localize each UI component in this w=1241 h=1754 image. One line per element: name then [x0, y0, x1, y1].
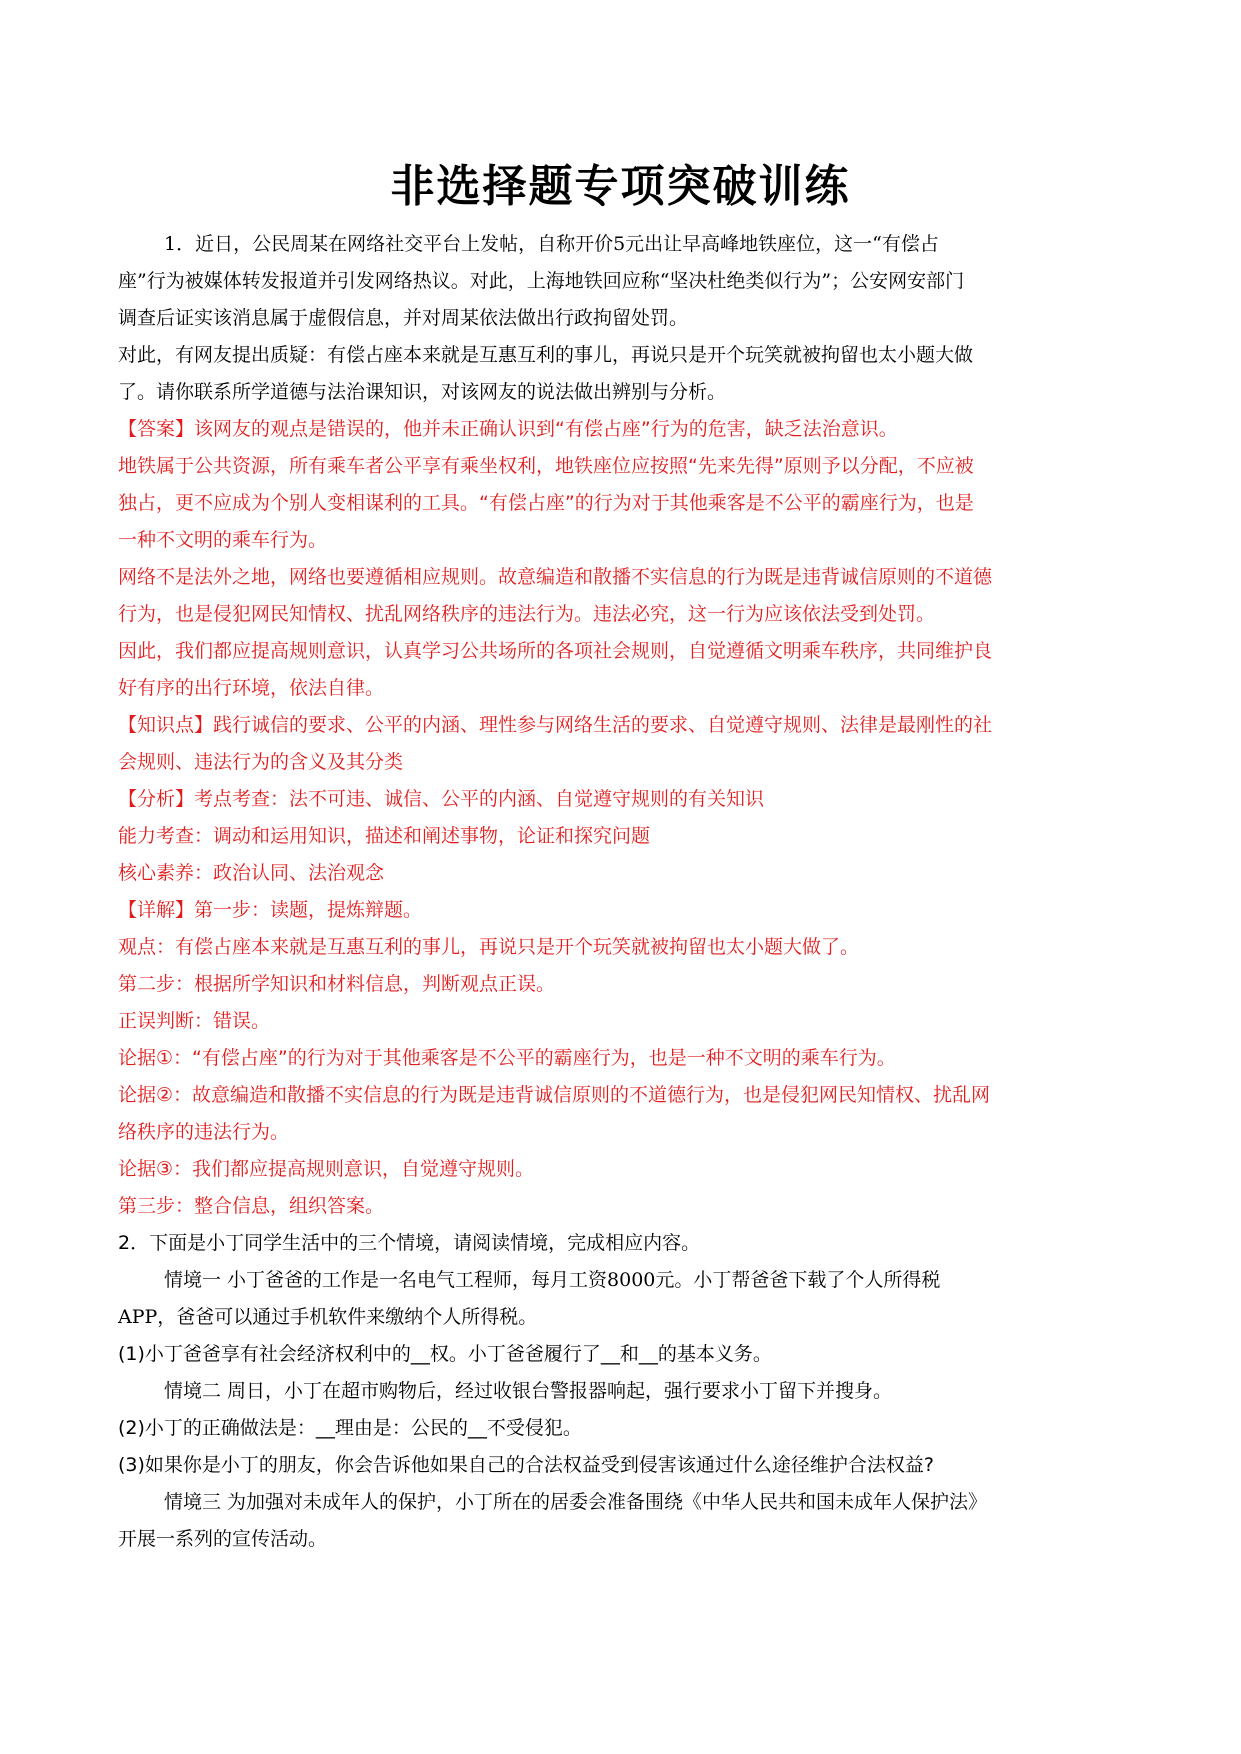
q1-detail-line: 论据①：“有偿占座”的行为对于其他乘客是不公平的霸座行为，也是一种不文明的乘车行为。 — [118, 1047, 896, 1069]
q1-answer-line: 【答案】该网友的观点是错误的，他并未正确认识到“有偿占座”行为的危害，缺乏法治意识。 — [118, 418, 898, 440]
q1-detail-line: 论据③：我们都应提高规则意识，自觉遵守规则。 — [118, 1158, 535, 1180]
q1-detail-line: 第三步：整合信息，组织答案。 — [118, 1195, 385, 1217]
q2-scene3-line: 开展一系列的宣传活动。 — [118, 1528, 328, 1550]
q1-question-line: 了。请你联系所学道德与法治课知识，对该网友的说法做出辨别与分析。 — [118, 381, 727, 403]
q2-sub3: (3)如果你是小丁的朋友，你会告诉他如果自己的合法权益受到侵害该通过什么途径维护合法权益? — [118, 1454, 935, 1476]
q1-detail-line: 络秩序的违法行为。 — [118, 1121, 290, 1143]
q1-answer-line: 独占，更不应成为个别人变相谋利的工具。“有偿占座”的行为对于其他乘客是不公平的霸座行为，也是 — [118, 492, 974, 514]
q1-analysis-line: 能力考查：调动和运用知识，描述和阐述事物，论证和探究问题 — [118, 825, 651, 847]
q2-scene1-line: 情境一 小丁爸爸的工作是一名电气工程师，每月工资8000元。小丁帮爸爸下载了个人所得税 — [164, 1269, 941, 1291]
q1-detail-line: 第二步：根据所学知识和材料信息，判断观点正误。 — [118, 973, 556, 995]
page-title: 非选择题专项突破训练 — [390, 161, 851, 212]
q1-answer-line: 好有序的出行环境，依法自律。 — [118, 677, 385, 699]
q1-knowledge-line: 【知识点】践行诚信的要求、公平的内涵、理性参与网络生活的要求、自觉遵守规则、法律是最刚性的社 — [118, 714, 993, 736]
q1-detail-line: 论据②：故意编造和散播不实信息的行为既是违背诚信原则的不道德行为，也是侵犯网民知情权、扰乱网 — [118, 1084, 991, 1106]
q1-answer-line: 地铁属于公共资源，所有乘车者公平享有乘坐权利，地铁座位应按照“先来先得”原则予以分配，不应被 — [118, 455, 974, 477]
q2-sub1: (1)小丁爸爸享有社会经济权利中的__权。小丁爸爸履行了__和__的基本义务。 — [118, 1343, 772, 1365]
q1-answer-line: 因此，我们都应提高规则意识，认真学习公共场所的各项社会规则，自觉遵循文明乘车秩序，共同维护良 — [118, 640, 993, 662]
q1-answer-line: 一种不文明的乘车行为。 — [118, 529, 328, 551]
q2-scene2: 情境二 周日，小丁在超市购物后，经过收银台警报器响起，强行要求小丁留下并搜身。 — [164, 1380, 893, 1402]
q2-scene1-line: APP，爸爸可以通过手机软件来缴纳个人所得税。 — [118, 1306, 538, 1328]
q1-answer-line: 行为，也是侵犯网民知情权、扰乱网络秩序的违法行为。违法必究，这一行为应该依法受到处罚。 — [118, 603, 936, 625]
q1-stem-line: 1．近日，公民周某在网络社交平台上发帖，自称开价5元出让早高峰地铁座位，这一“有偿占 — [164, 233, 939, 255]
q2-scene3-line: 情境三 为加强对未成年人的保护，小丁所在的居委会准备围绕《中华人民共和国未成年人保护法》 — [164, 1491, 988, 1513]
q1-analysis-line: 核心素养：政治认同、法治观念 — [118, 862, 385, 884]
q1-stem-line: 调查后证实该消息属于虚假信息，并对周某依法做出行政拘留处罚。 — [118, 307, 689, 329]
q2-sub2: (2)小丁的正确做法是：__理由是：公民的__不受侵犯。 — [118, 1417, 582, 1439]
q1-detail-line: 【详解】第一步：读题，提炼辩题。 — [118, 899, 423, 921]
q1-answer-line: 网络不是法外之地，网络也要遵循相应规则。故意编造和散播不实信息的行为既是违背诚信原则的不道德 — [118, 566, 993, 588]
q1-analysis-line: 【分析】考点考查：法不可违、诚信、公平的内涵、自觉遵守规则的有关知识 — [118, 788, 765, 810]
q2-intro: 2．下面是小丁同学生活中的三个情境，请阅读情境，完成相应内容。 — [118, 1232, 701, 1254]
q1-knowledge-line: 会规则、违法行为的含义及其分类 — [118, 751, 404, 773]
q1-question-line: 对此，有网友提出质疑：有偿占座本来就是互惠互利的事儿，再说只是开个玩笑就被拘留也太小题大做 — [118, 344, 974, 366]
q1-stem-line: 座”行为被媒体转发报道并引发网络热议。对此，上海地铁回应称“坚决杜绝类似行为”；公安网安部门 — [118, 270, 965, 292]
q1-detail-line: 正误判断：错误。 — [118, 1010, 271, 1032]
q1-detail-line: 观点：有偿占座本来就是互惠互利的事儿，再说只是开个玩笑就被拘留也太小题大做了。 — [118, 936, 860, 958]
